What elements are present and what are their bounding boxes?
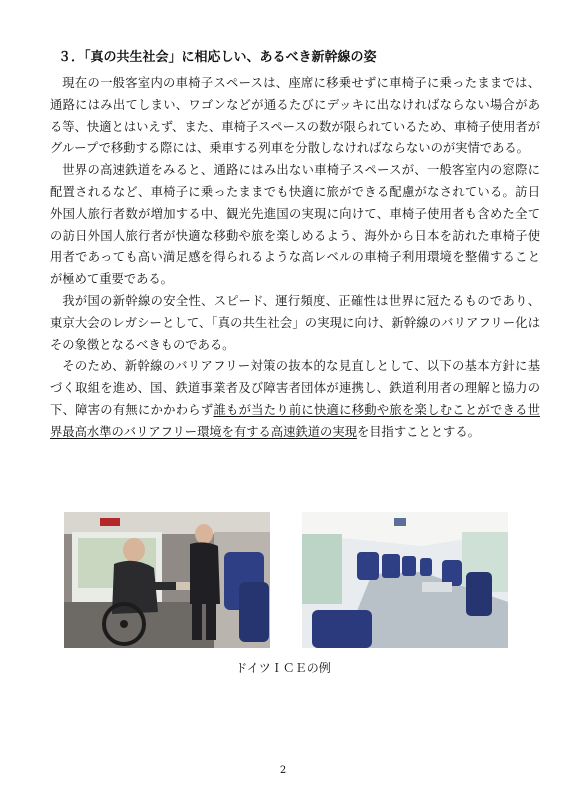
paragraph-4-underlined: 誰もが当たり前に快適に移動や旅を楽しむことができる世界最高水準のバリアフリー環境を有する高速鉄道の実現 [50,402,540,439]
paragraph-3: 我が国の新幹線の安全性、スピード、運行頻度、正確性は世界に冠たるものであり、東京大会のレガシーとして、「真の共生社会」の実現に向け、新幹線のバリアフリー化はその象徴となるべきものである。 [50,293,540,352]
body-text [50,73,540,444]
section-heading: ３．「真の共生社会」に相応しい、あるべき新幹線の姿 [58,50,377,65]
ice-wheelchair-photo-image [64,512,270,648]
paragraph-4-lead: そのため、新幹線のバリアフリー対策の抜本的な見直しとして、以下の基本方針に基づく取組を進め、国、鉄道事業者及び障害者団体が連携し、鉄道利用者の理解と協力の下、障害の有無にかかわらず [50,359,540,417]
paragraph-2: 世界の高速鉄道をみると、通路にはみ出ない車椅子スペースが、一般客室内の窓際に配置されるなど、車椅子に乗ったままでも快適に旅ができる配慮がなされている。訪日外国人旅行者数が増加する中、観光先進国の実現に向けて、車椅子使用者も含めた全ての訪日外国人旅行者が快適な移動や旅を楽しめるよう、海外から日本を訪れた車椅子使用者であっても高い満足感を得られるような高レベルの車椅子利用環境を整備することが極めて重要である。 [50,163,540,287]
page-number: 2 [279,765,287,776]
ice-cabin-photo [302,512,508,648]
paragraph-4-tail: を目指すこととする。 [356,424,480,439]
paragraph-1: 現在の一般客室内の車椅子スペースは、座席に移乗せずに車椅子に乗ったままでは、通路にはみ出てしまい、ワゴンなどが通るたびにデッキに出なければならない場合がある等、快適とはいえず、また、車椅子スペースの数が限られているため、車椅子使用者がグループで移動する際には、乗車する列車を分散しなければならないのが実情である。 [50,76,540,156]
ice-wheelchair-photo [64,512,270,648]
photo-caption: ドイツＩＣＥの例 [235,661,331,675]
paragraph-4 [50,356,540,443]
ice-cabin-photo-image [302,512,508,648]
